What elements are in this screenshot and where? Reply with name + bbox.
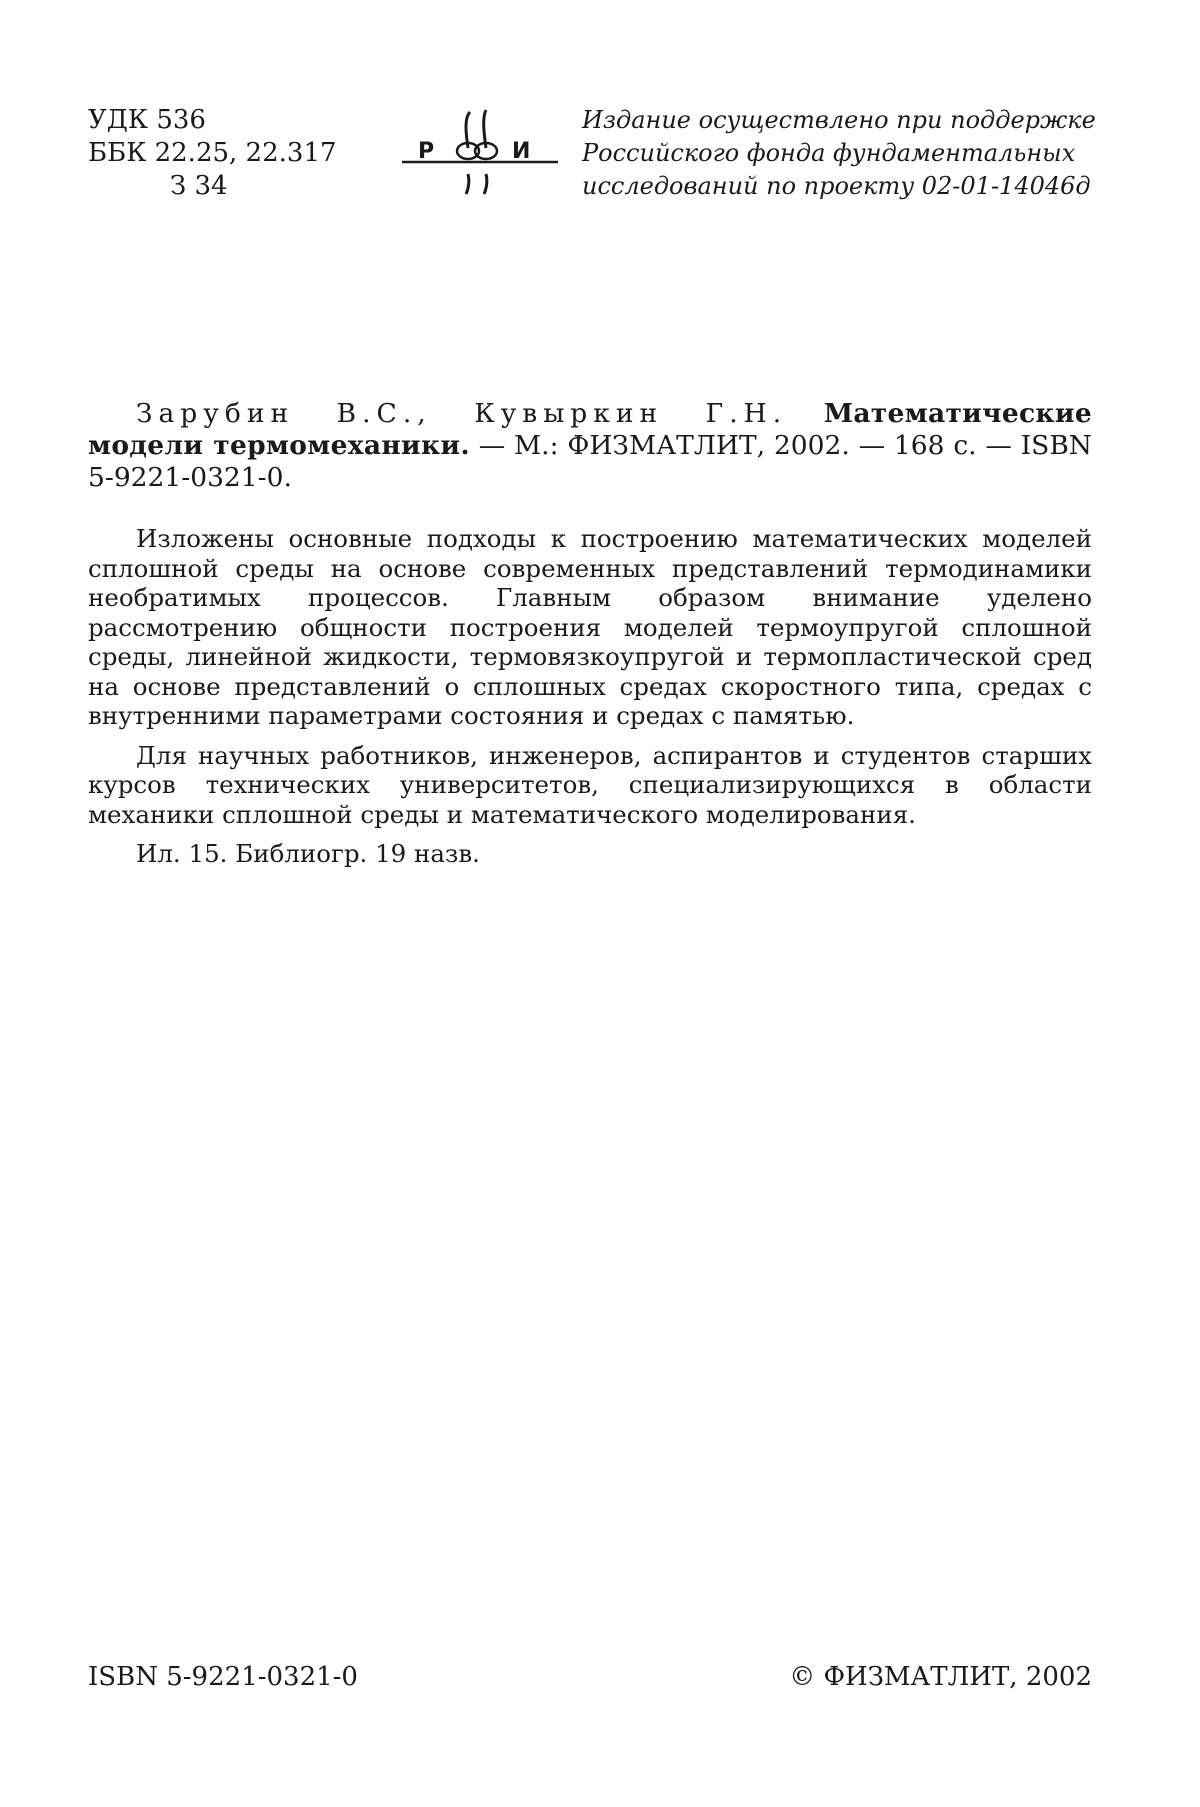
book-authors: Зарубин В.С., Кувыркин Г.Н. [136, 398, 788, 429]
logo-letter-i: И [512, 139, 531, 164]
bbk-code: ББК 22.25, 22.317 [88, 138, 337, 168]
book-title: Математические модели термомеханики. [88, 398, 1092, 461]
support-note-line-3: исследований по проекту 02-01-14046д [582, 172, 1091, 200]
book-imprint: — М.: ФИЗМАТЛИТ, 2002. — 168 с. — ISBN 5-9221-0321-0. [88, 430, 1092, 493]
funding-support-note [582, 104, 1096, 203]
abstract-paragraph-description: Изложены основные подходы к построению математических моделей сплошной среды на основе современных представлений термодинамики необратимых процессов. Главным образом внимание уделено рассмотрению общности построения моделей термоупругой сплошной среды, линейной жидкости, термовязкоупругой и термопластической сред на основе представлений о сплошных средах скоростного типа, средах с внутренними параметрами состояния и средах с памятью. [88, 524, 1092, 730]
abstract-paragraph-counts: Ил. 15. Библиогр. 19 назв. [136, 839, 480, 868]
rffi-logo [400, 104, 560, 196]
author-code: З 34 [170, 171, 228, 201]
bibliographic-record [88, 398, 1092, 494]
footer-copyright: © ФИЗМАТЛИТ, 2002 [789, 1662, 1092, 1692]
logo-letter-r: Р [418, 139, 435, 164]
classification-codes [88, 104, 388, 203]
abstract-paragraph-audience: Для научных работников, инженеров, аспирантов и студентов старших курсов технических университетов, специализирующихся в области механики сплошной среды и математического моделирования. [88, 740, 1092, 829]
support-note-line-2: Российского фонда фундаментальных [582, 139, 1076, 167]
book-abstract [88, 524, 1092, 879]
footer-isbn: ISBN 5-9221-0321-0 [88, 1662, 358, 1692]
support-note-line-1: Издание осуществлено при поддержке [582, 106, 1096, 134]
udk-code: УДК 536 [88, 105, 206, 135]
